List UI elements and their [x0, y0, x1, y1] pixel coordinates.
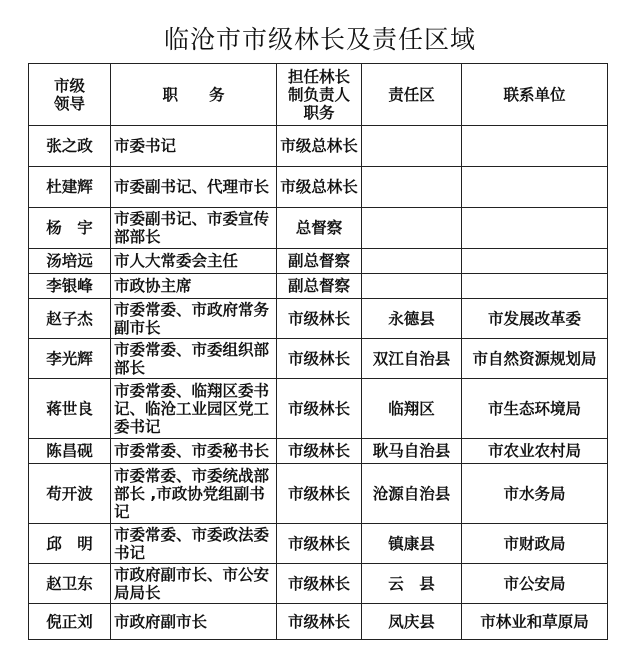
leader-role: 市级林长	[277, 564, 362, 604]
leader-role: 市级林长	[277, 604, 362, 640]
page-title: 临沧市市级林长及责任区域	[163, 25, 476, 54]
leader-duty: 市委常委、市政府常务副市长	[111, 299, 277, 339]
responsibility-area	[362, 208, 462, 249]
contact-unit	[462, 167, 608, 208]
leader-name: 李银峰	[29, 274, 111, 299]
leader-duty: 市人大常委会主任	[111, 249, 277, 274]
contact-unit: 市林业和草原局	[462, 604, 608, 640]
leader-duty: 市委常委、市委政法委书记	[111, 524, 277, 564]
contact-unit: 市财政局	[462, 524, 608, 564]
contact-unit: 市自然资源规划局	[462, 339, 608, 379]
responsibility-area	[362, 249, 462, 274]
leader-duty: 市委常委、临翔区委书记、临沧工业园区党工委书记	[111, 379, 277, 439]
table-row	[29, 564, 608, 604]
table-row	[29, 439, 608, 464]
contact-unit: 市生态环境局	[462, 379, 608, 439]
leader-role: 副总督察	[277, 274, 362, 299]
leader-duty: 市委常委、市委秘书长	[111, 439, 277, 464]
leader-duty: 市政府副市长	[111, 604, 277, 640]
header-role: 担任林长 制负责人 职务	[277, 64, 362, 126]
table-row	[29, 249, 608, 274]
table-header-row	[29, 64, 608, 126]
leader-duty: 市委常委、市委组织部部长	[111, 339, 277, 379]
contact-unit	[462, 274, 608, 299]
leader-role: 市级总林长	[277, 126, 362, 167]
table-row	[29, 299, 608, 339]
responsibility-area	[362, 167, 462, 208]
leader-duty: 市委书记	[111, 126, 277, 167]
responsibility-area: 沧源自治县	[362, 464, 462, 524]
contact-unit	[462, 208, 608, 249]
table-row	[29, 274, 608, 299]
leader-role: 总督察	[277, 208, 362, 249]
leader-role: 市级林长	[277, 439, 362, 464]
responsibility-area: 镇康县	[362, 524, 462, 564]
leader-name: 杨 宇	[29, 208, 111, 249]
leader-name: 陈昌砚	[29, 439, 111, 464]
leader-duty: 市委副书记、代理市长	[111, 167, 277, 208]
header-unit: 联系单位	[462, 64, 608, 126]
responsibility-area	[362, 274, 462, 299]
forest-chief-table	[28, 63, 608, 640]
leader-duty: 市委副书记、市委宣传部部长	[111, 208, 277, 249]
leader-name: 李光辉	[29, 339, 111, 379]
contact-unit: 市发展改革委	[462, 299, 608, 339]
leader-name: 张之政	[29, 126, 111, 167]
contact-unit: 市水务局	[462, 464, 608, 524]
responsibility-area: 凤庆县	[362, 604, 462, 640]
leader-role: 市级总林长	[277, 167, 362, 208]
table-row	[29, 167, 608, 208]
leader-name: 邱 明	[29, 524, 111, 564]
responsibility-area: 临翔区	[362, 379, 462, 439]
header-leader: 市级 领导	[29, 64, 111, 126]
leader-duty: 市政府副市长、市公安局局长	[111, 564, 277, 604]
table-row	[29, 524, 608, 564]
table-row	[29, 464, 608, 524]
leader-name: 赵卫东	[29, 564, 111, 604]
responsibility-area	[362, 126, 462, 167]
table-row	[29, 604, 608, 640]
header-area: 责任区	[362, 64, 462, 126]
leader-duty: 市政协主席	[111, 274, 277, 299]
leader-role: 市级林长	[277, 379, 362, 439]
leader-role: 副总督察	[277, 249, 362, 274]
contact-unit: 市公安局	[462, 564, 608, 604]
contact-unit	[462, 249, 608, 274]
leader-name: 赵子杰	[29, 299, 111, 339]
responsibility-area: 双江自治县	[362, 339, 462, 379]
responsibility-area: 永德县	[362, 299, 462, 339]
leader-role: 市级林长	[277, 464, 362, 524]
header-duty: 职 务	[111, 64, 277, 126]
leader-name: 蒋世良	[29, 379, 111, 439]
leader-name: 杜建辉	[29, 167, 111, 208]
responsibility-area: 耿马自治县	[362, 439, 462, 464]
leader-name: 苟开波	[29, 464, 111, 524]
leader-name: 倪正刘	[29, 604, 111, 640]
table-row	[29, 379, 608, 439]
responsibility-area: 云 县	[362, 564, 462, 604]
table-row	[29, 339, 608, 379]
table-row	[29, 126, 608, 167]
leader-role: 市级林长	[277, 524, 362, 564]
leader-role: 市级林长	[277, 299, 362, 339]
leader-role: 市级林长	[277, 339, 362, 379]
leader-name: 汤培远	[29, 249, 111, 274]
contact-unit: 市农业农村局	[462, 439, 608, 464]
leader-duty: 市委常委、市委统战部部长 ,市政协党组副书记	[111, 464, 277, 524]
contact-unit	[462, 126, 608, 167]
table-row	[29, 208, 608, 249]
